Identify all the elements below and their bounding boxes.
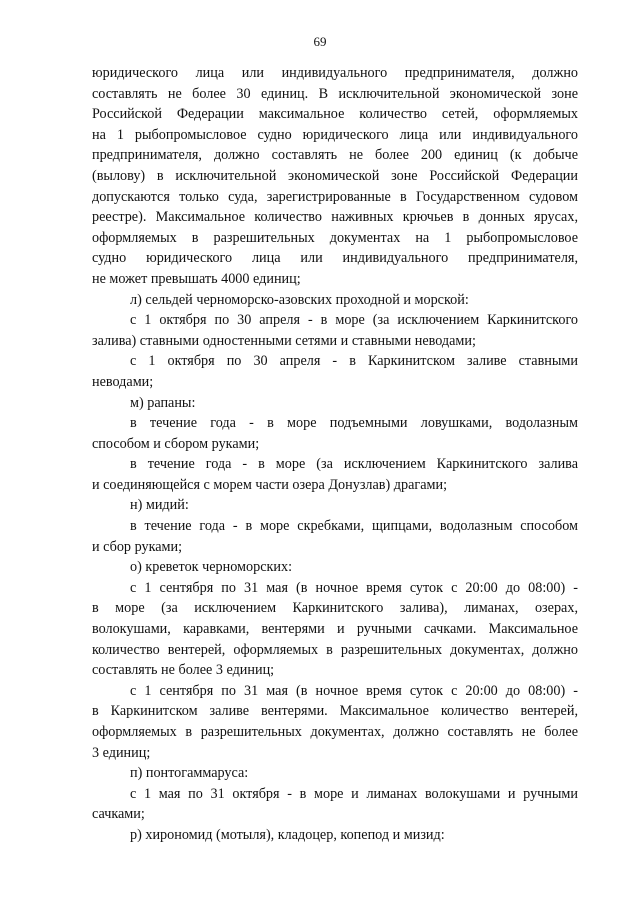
text-line: в течение года - в море (за исключением Каркинитского залива <box>130 456 578 473</box>
text-line: с 1 сентября по 31 мая (в ночное время суток с 20:00 до 08:00) - <box>130 682 578 699</box>
text-line: (вылову) в исключительной экономической зоне Российской Федерации <box>92 167 578 184</box>
text-line: с 1 сентября по 31 мая (в ночное время суток с 20:00 до 08:00) - <box>130 579 578 596</box>
text-line: и сбор руками; <box>92 538 183 555</box>
text-line: на 1 рыбопромысловое судно юридического лица или индивидуального <box>92 126 578 143</box>
text-line: в море (за исключением Каркинитского залива), лиманах, озерах, <box>92 600 578 617</box>
text-line: в течение года - в море скребками, щипцами, водолазным способом <box>130 518 578 535</box>
text-line: неводами; <box>92 373 154 390</box>
text-line: л) сельдей черноморско-азовских проходной и морской: <box>130 291 469 308</box>
text-line: Российской Федерации максимальное количество сетей, оформляемых <box>92 106 578 123</box>
text-line: с 1 октября по 30 апреля - в море (за исключением Каркинитского <box>130 312 578 329</box>
text-line: р) хирономид (мотыля), кладоцер, копепод и мизид: <box>130 826 445 843</box>
text-line: в течение года - в море подъемными ловушками, водолазным <box>130 415 578 432</box>
text-line: о) креветок черноморских: <box>130 559 293 576</box>
text-line: реестре). Максимальное количество наживных крючьев в донных ярусах, <box>92 209 578 226</box>
text-line: составлять не более 3 единиц; <box>92 662 275 679</box>
text-line: юридического лица или индивидуального предпринимателя, должно <box>92 65 578 81</box>
text-line: н) мидий: <box>130 497 189 514</box>
text-line: в Каркинитском заливе вентерями. Максимальное количество вентерей, <box>92 703 578 720</box>
text-line: предпринимателя, должно составлять не более 200 единиц (к добыче <box>92 147 578 164</box>
page-number: 69 <box>313 34 327 49</box>
text-line: количество вентерей, оформляемых в разрешительных документах, должно <box>92 641 578 658</box>
text-line: залива) ставными одностенными сетями и ставными неводами; <box>92 332 476 349</box>
text-line: п) понтогаммаруса: <box>130 765 249 782</box>
text-line: волокушами, каравками, вентерями и ручными сачками. Максимальное <box>92 621 578 638</box>
text-line: 3 единиц; <box>92 744 151 761</box>
text-line: составлять не более 30 единиц. В исключительной экономической зоне <box>92 85 578 102</box>
text-line: с 1 мая по 31 октября - в море и лиманах волокушами и ручными <box>130 785 578 802</box>
document-body <box>92 63 578 846</box>
text-line: способом и сбором руками; <box>92 435 260 452</box>
text-line: сачками; <box>92 806 145 823</box>
text-line: и соединяющейся с морем части озера Донузлав) драгами; <box>92 476 448 493</box>
text-line: м) рапаны: <box>130 394 196 411</box>
text-line: допускаются только суда, зарегистрированные в Государственном судовом <box>92 188 578 205</box>
text-line: оформляемых в разрешительных документах, должно составлять не более <box>92 724 578 740</box>
text-line: оформляемых в разрешительных документах на 1 рыбопромысловое <box>92 229 578 246</box>
text-line: судно юридического лица или индивидуального предпринимателя, <box>92 250 578 267</box>
text-line: с 1 октября по 30 апреля - в Каркинитском заливе ставными <box>130 353 578 370</box>
text-line: не может превышать 4000 единиц; <box>92 270 301 287</box>
